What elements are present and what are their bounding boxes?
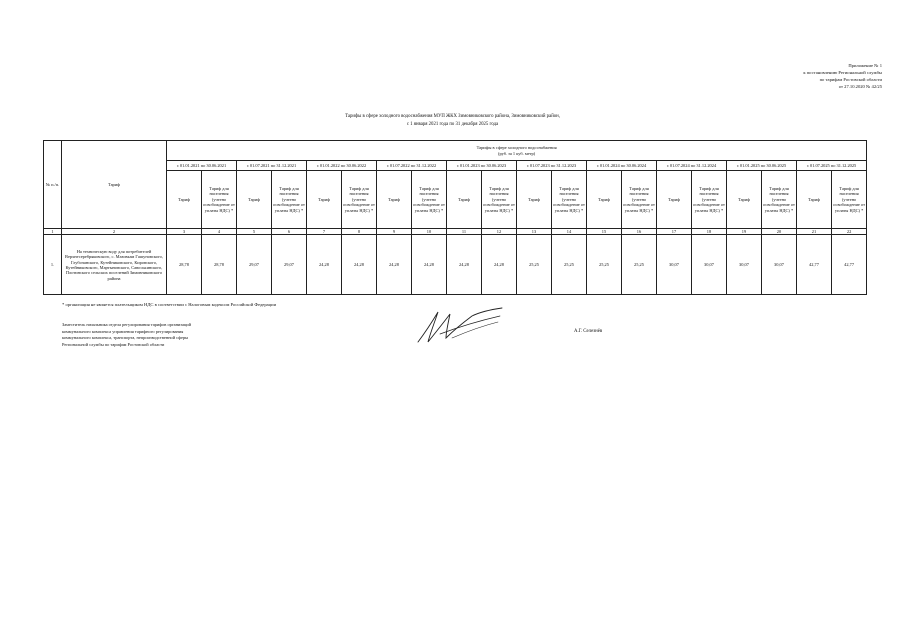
signer-name: А.Г. Селезнёв (574, 329, 603, 334)
column-number: 14 (552, 229, 587, 235)
tariff-value: 29,07 (272, 235, 307, 295)
sub-header-tariff: Тариф (237, 171, 272, 229)
handwritten-signature (412, 304, 507, 350)
tariff-value: 29,07 (237, 235, 272, 295)
sub-header-tariff: Тариф (377, 171, 412, 229)
column-number: 10 (412, 229, 447, 235)
period-header: с 01.07.2024 по 31.12.2024 (657, 161, 727, 171)
sub-header-population: Тариф для населения (учтено освобождение от уплаты НДС) * (342, 171, 377, 229)
tariff-table (43, 140, 867, 295)
header-group (167, 141, 867, 161)
tariff-value: 30,07 (692, 235, 727, 295)
tariff-value: 25,25 (517, 235, 552, 295)
signatory-line: коммунального комплекса управления тарифного регулирования (62, 328, 184, 334)
column-number: 12 (482, 229, 517, 235)
sub-header-population: Тариф для населения (учтено освобождение от уплаты НДС) * (412, 171, 447, 229)
column-number: 19 (727, 229, 762, 235)
vat-footnote: * организация не является плательщиком НДС в соответствии с Налоговым кодексом Российской Федерации (62, 302, 277, 307)
column-number: 13 (517, 229, 552, 235)
tariff-value: 25,25 (622, 235, 657, 295)
tariff-value: 24,28 (342, 235, 377, 295)
column-number: 9 (377, 229, 412, 235)
tariff-value: 42,77 (797, 235, 832, 295)
sub-header-tariff: Тариф (797, 171, 832, 229)
column-number: 15 (587, 229, 622, 235)
period-header: с 01.01.2024 по 30.06.2024 (587, 161, 657, 171)
tariff-value: 28,78 (202, 235, 237, 295)
column-number: 2 (62, 229, 167, 235)
tariff-value: 42,77 (832, 235, 867, 295)
row-number: 1. (44, 235, 62, 295)
period-header: с 01.07.2021 по 31.12.2021 (237, 161, 307, 171)
column-number: 16 (622, 229, 657, 235)
sub-header-tariff: Тариф (727, 171, 762, 229)
table-row (44, 235, 867, 295)
column-number: 20 (762, 229, 797, 235)
document-title: Тарифы в сфере холодного водоснабжения МУП ЖКХ Зимовниковского района, Зимовниковский район, (345, 114, 560, 119)
document-subtitle: с 1 января 2021 года по 31 декабря 2025 года (406, 122, 499, 127)
tariff-value: 30,07 (727, 235, 762, 295)
period-header: с 01.07.2022 по 31.12.2022 (377, 161, 447, 171)
signatory-line: Заместитель начальника отдела регулирования тарифов организаций (62, 322, 192, 327)
column-number: 1 (44, 229, 62, 235)
column-number: 5 (237, 229, 272, 235)
sub-header-population: Тариф для населения (учтено освобождение от уплаты НДС) * (482, 171, 517, 229)
tariff-value: 30,07 (762, 235, 797, 295)
sub-header-population: Тариф для населения (учтено освобождение от уплаты НДС) * (622, 171, 657, 229)
tariff-value: 24,28 (412, 235, 447, 295)
sub-header-tariff: Тариф (447, 171, 482, 229)
column-number: 11 (447, 229, 482, 235)
header-row-number: № п./п. (44, 141, 62, 229)
period-header: с 01.07.2023 по 31.12.2023 (517, 161, 587, 171)
sub-header-population: Тариф для населения (учтено освобождение от уплаты НДС) * (272, 171, 307, 229)
sub-header-tariff: Тариф (657, 171, 692, 229)
column-number: 3 (167, 229, 202, 235)
header-tariff-name: Тариф (62, 141, 167, 229)
period-header: с 01.01.2023 по 30.06.2023 (447, 161, 517, 171)
sub-header-population: Тариф для населения (учтено освобождение от уплаты НДС) * (552, 171, 587, 229)
sub-header-tariff: Тариф (587, 171, 622, 229)
appendix-header (682, 62, 882, 90)
tariff-value: 30,07 (657, 235, 692, 295)
tariff-value: 24,28 (482, 235, 517, 295)
sub-header-population: Тариф для населения (учтено освобождение от уплаты НДС) * (832, 171, 867, 229)
sub-header-population: Тариф для населения (учтено освобождение от уплаты НДС) * (762, 171, 797, 229)
period-header: с 01.01.2022 по 30.06.2022 (307, 161, 377, 171)
signatory-position (62, 322, 362, 348)
column-number: 22 (832, 229, 867, 235)
column-number: 21 (797, 229, 832, 235)
row-tariff-name: На техническую воду для потребителей Верхнесеребряковского, с. Мазовкам Гашуновского, Глубочанского, Кутейниковского, Кировского, Кутейниковского, Мартыновского, Савоськинского, Плотинского сельских поселений Зимовниковского района (62, 235, 167, 295)
tariff-value: 24,28 (377, 235, 412, 295)
column-number: 17 (657, 229, 692, 235)
period-header: с 01.01.2025 по 30.06.2025 (727, 161, 797, 171)
sub-header-tariff: Тариф (517, 171, 552, 229)
tariff-value: 25,25 (552, 235, 587, 295)
column-number: 6 (272, 229, 307, 235)
appendix-line: по тарифам Ростовской области (819, 77, 882, 82)
signatory-line: Региональной службы по тарифам Ростовской области (62, 341, 165, 347)
appendix-line: Приложение № 1 (848, 63, 882, 68)
appendix-line: от 27.10.2020 № 42/25 (838, 84, 882, 89)
tariff-value: 28,78 (167, 235, 202, 295)
period-header: с 01.07.2025 по 31.12.2025 (797, 161, 867, 171)
tariff-value: 25,25 (587, 235, 622, 295)
tariff-value: 24,28 (447, 235, 482, 295)
sub-header-population: Тариф для населения (учтено освобождение от уплаты НДС) * (692, 171, 727, 229)
group-unit: (руб. за 1 куб. метр) (497, 150, 536, 156)
period-header: с 01.01.2021 по 30.06.2021 (167, 161, 237, 171)
tariff-value: 24,28 (307, 235, 342, 295)
sub-header-population: Тариф для населения (учтено освобождение от уплаты НДС) * (202, 171, 237, 229)
group-title: Тарифы в сфере холодного водоснабжения (476, 145, 557, 151)
signatory-line: коммунального комплекса, транспорта, непроизводственной сферы (62, 335, 189, 341)
column-number: 18 (692, 229, 727, 235)
sub-header-tariff: Тариф (167, 171, 202, 229)
appendix-line: к постановлению Региональной службы (803, 70, 882, 75)
sub-header-tariff: Тариф (307, 171, 342, 229)
column-number: 4 (202, 229, 237, 235)
column-number: 8 (342, 229, 377, 235)
column-number: 7 (307, 229, 342, 235)
